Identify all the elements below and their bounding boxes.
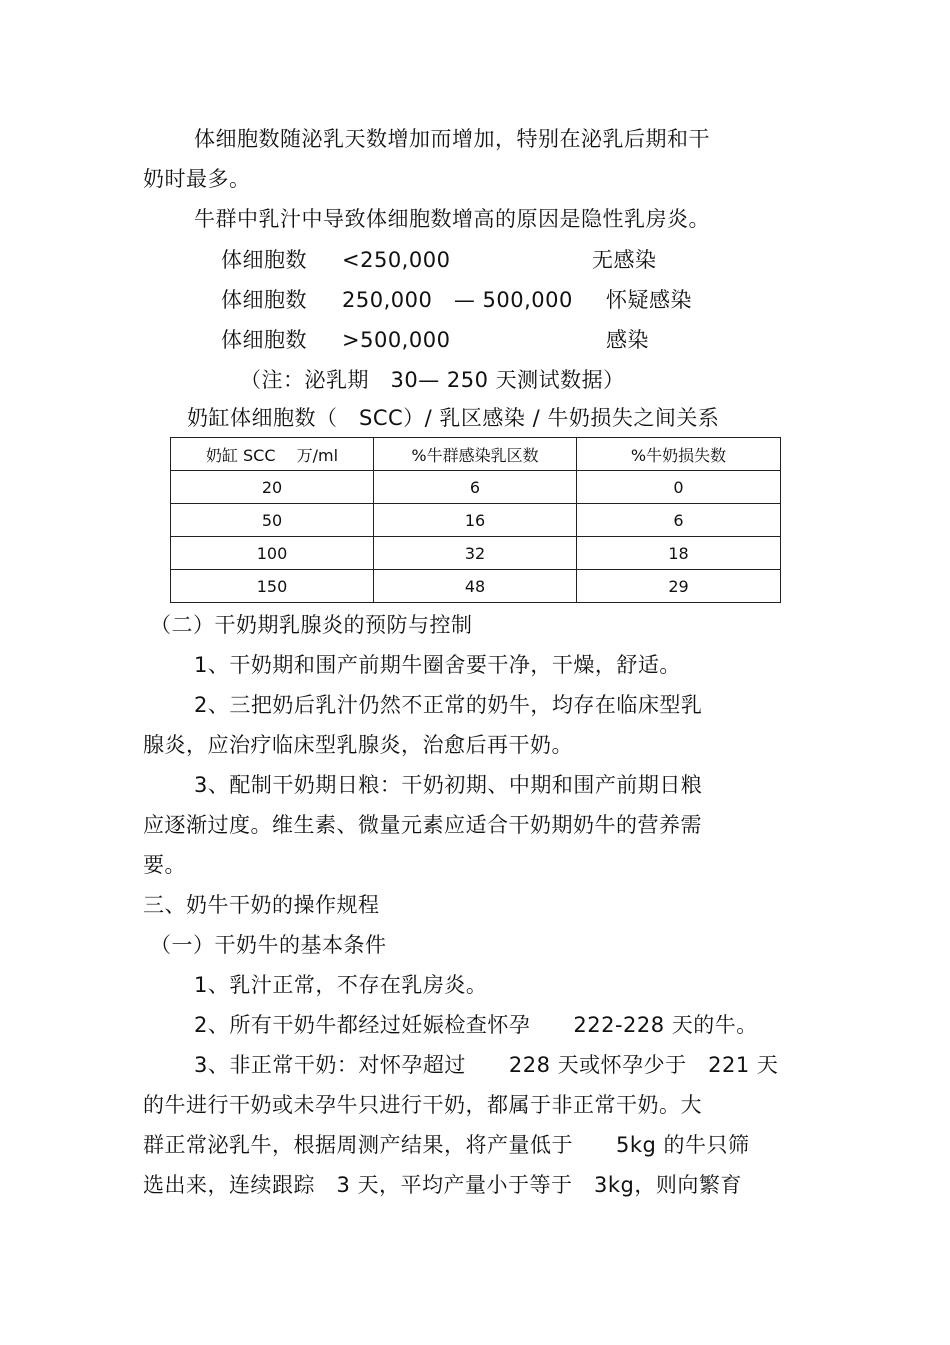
table-cell: 150 bbox=[171, 570, 374, 603]
list-item: 2、三把奶后乳汁仍然不正常的奶牛，均存在临床型乳 bbox=[194, 693, 703, 717]
table-header-cell: 奶缸 SCC 万/ml bbox=[171, 438, 374, 471]
table-header-row bbox=[171, 438, 781, 471]
note: （注：泌乳期 30— 250 天测试数据） bbox=[240, 368, 625, 392]
scc-level-status: 感染 bbox=[606, 328, 649, 352]
table-cell: 50 bbox=[171, 504, 374, 537]
table-cell: 16 bbox=[374, 504, 577, 537]
table-cell: 0 bbox=[577, 471, 781, 504]
table-row bbox=[171, 471, 781, 504]
table-header-cell: %牛群感染乳区数 bbox=[374, 438, 577, 471]
paragraph-line: 牛群中乳汁中导致体细胞数增高的原因是隐性乳房炎。 bbox=[194, 207, 710, 231]
list-item: 3、非正常干奶：对怀孕超过 228 天或怀孕少于 221 天 bbox=[194, 1053, 779, 1077]
list-item: 1、乳汁正常，不存在乳房炎。 bbox=[194, 973, 488, 997]
list-item-continuation: 要。 bbox=[143, 853, 186, 877]
section-heading: 三、奶牛干奶的操作规程 bbox=[143, 893, 380, 917]
table-row bbox=[171, 537, 781, 570]
list-item-continuation: 选出来，连续跟踪 3 天，平均产量小于等于 3kg，则向繁育 bbox=[143, 1173, 742, 1197]
table-cell: 48 bbox=[374, 570, 577, 603]
section-heading: （二）干奶期乳腺炎的预防与控制 bbox=[150, 613, 473, 637]
table-cell: 32 bbox=[374, 537, 577, 570]
list-item: 1、干奶期和围产前期牛圈舍要干净，干燥，舒适。 bbox=[194, 653, 681, 677]
scc-level-range: 250,000 — 500,000 bbox=[342, 288, 573, 312]
list-item-continuation: 应逐渐过度。维生素、微量元素应适合干奶期奶牛的营养需 bbox=[143, 813, 702, 837]
list-item-continuation: 腺炎，应治疗临床型乳腺炎，治愈后再干奶。 bbox=[143, 733, 573, 757]
table-cell: 100 bbox=[171, 537, 374, 570]
scc-level-label: 体细胞数 bbox=[221, 288, 307, 312]
scc-level-label: 体细胞数 bbox=[221, 328, 307, 352]
table-title: 奶缸体细胞数（ SCC）/ 乳区感染 / 牛奶损失之间关系 bbox=[187, 406, 720, 430]
scc-level-range: >500,000 bbox=[342, 328, 451, 352]
list-item-continuation: 的牛进行干奶或未孕牛只进行干奶，都属于非正常干奶。大 bbox=[143, 1093, 702, 1117]
list-item: 3、配制干奶期日粮：干奶初期、中期和围产前期日粮 bbox=[194, 773, 703, 797]
table-row bbox=[171, 570, 781, 603]
paragraph-line: 奶时最多。 bbox=[143, 167, 251, 191]
scc-level-range: <250,000 bbox=[342, 248, 451, 272]
list-item-continuation: 群正常泌乳牛，根据周测产结果，将产量低于 5kg 的牛只筛 bbox=[143, 1133, 750, 1157]
table-header-cell: %牛奶损失数 bbox=[577, 438, 781, 471]
table-cell: 6 bbox=[374, 471, 577, 504]
scc-level-label: 体细胞数 bbox=[221, 248, 307, 272]
table-row bbox=[171, 504, 781, 537]
scc-table bbox=[170, 437, 781, 603]
table-cell: 6 bbox=[577, 504, 781, 537]
table-cell: 20 bbox=[171, 471, 374, 504]
table-cell: 29 bbox=[577, 570, 781, 603]
list-item: 2、所有干奶牛都经过妊娠检查怀孕 222-228 天的牛。 bbox=[194, 1013, 758, 1037]
table-cell: 18 bbox=[577, 537, 781, 570]
scc-level-status: 怀疑感染 bbox=[606, 288, 692, 312]
scc-level-status: 无感染 bbox=[592, 248, 657, 272]
paragraph-line: 体细胞数随泌乳天数增加而增加，特别在泌乳后期和干 bbox=[194, 127, 710, 151]
subsection-heading: （一）干奶牛的基本条件 bbox=[150, 933, 387, 957]
